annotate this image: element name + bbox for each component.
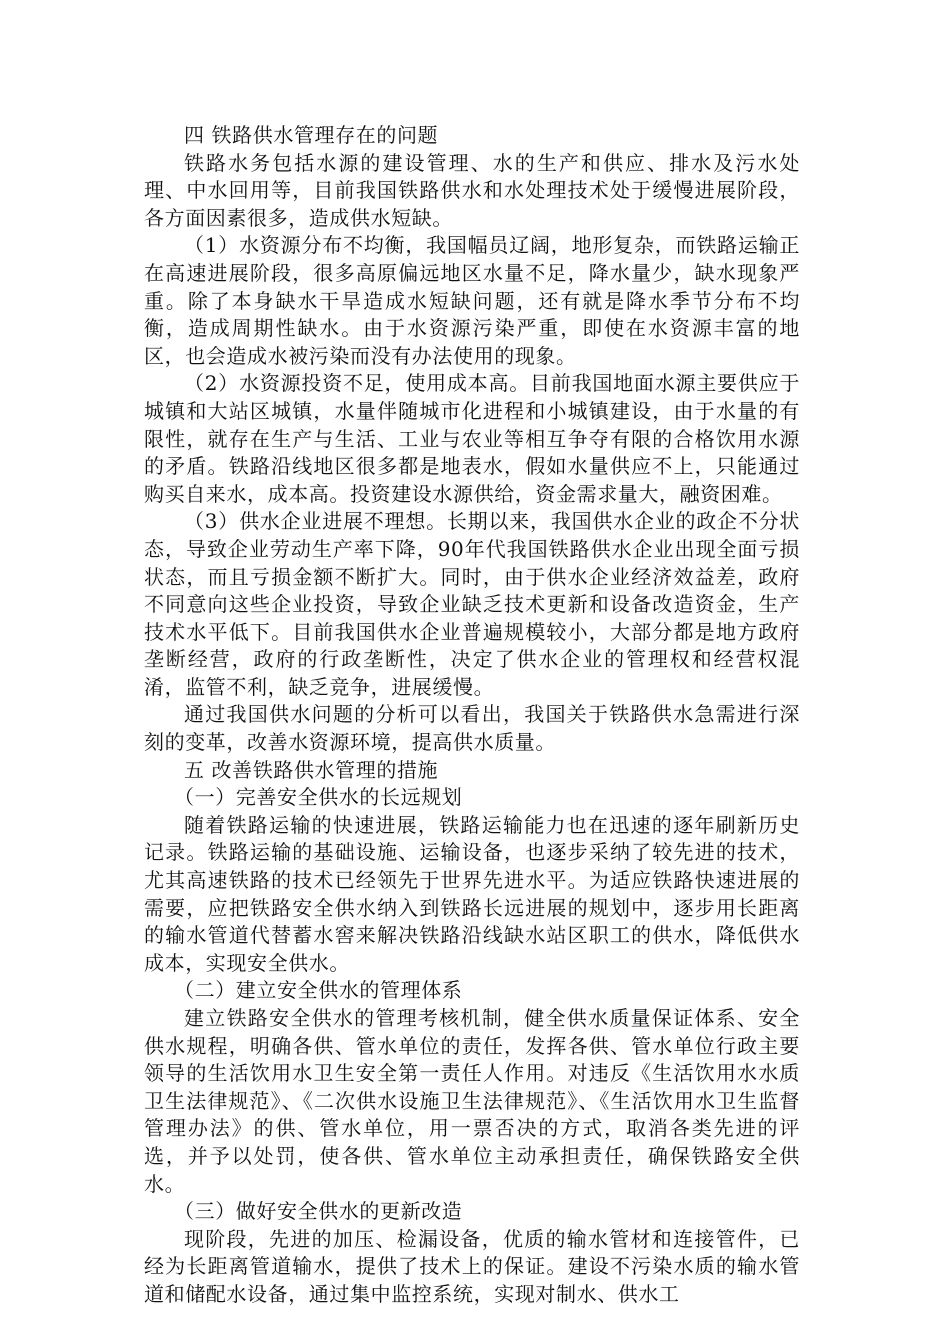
subheading-3: （三）做好安全供水的更新改造 [174,1199,463,1224]
paragraph-plan: 随着铁路运输的快速进展，铁路运输能力也在迅速的逐年刷新历史记录。铁路运输的基础设施、运输设备，也逐步采纳了较先进的技术，尤其高速铁路的技术已经领先于世界先进水平。为适应铁路快速进展的需要，应把铁路安全供水纳入到铁路长远进展的规划中，逐步用长距离的输水管道代替蓄水窖来解决铁路沿线缺水站区职工的供水，降低供水成本，实现安全供水。 [144,812,800,975]
paragraph-renovation: 现阶段，先进的加压、检漏设备，优质的输水管材和连接管件，已经为长距离管道输水，提供了技术上的保证。建设不污染水质的输水管道和储配水设备，通过集中监控系统，实现对制水、供水工 [144,1226,800,1306]
subheading-2: （二）建立安全供水的管理体系 [174,978,463,1003]
list-item-1: （1）水资源分布不均衡，我国幅员辽阔，地形复杂，而铁路运输正在高速进展阶段，很多高原偏远地区水量不足，降水量少，缺水现象严重。除了本身缺水干旱造成水短缺问题，还有就是降水季节分布不均衡，造成周期性缺水。由于水资源污染严重，即使在水资源丰富的地区，也会造成水被污染而没有办法使用的现象。 [144,233,800,368]
list-item-2: （2）水资源投资不足，使用成本高。目前我国地面水源主要供应于城镇和大站区城镇，水量伴随城市化进程和小城镇建设，由于水量的有限性，就存在生产与生活、工业与农业等相互争夺有限的合格饮用水源的矛盾。铁路沿线地区很多都是地表水，假如水量供应不上，只能通过购买自来水，成本高。投资建设水源供给，资金需求量大，融资困难。 [144,371,800,506]
section-heading-5: 五 改善铁路供水管理的措施 [184,757,439,782]
section-heading-4: 四 铁路供水管理存在的问题 [184,123,439,147]
paragraph-summary: 通过我国供水问题的分析可以看出，我国关于铁路供水急需进行深刻的变革，改善水资源环境，提高供水质量。 [144,702,800,755]
paragraph-system: 建立铁路安全供水的管理考核机制，健全供水质量保证体系、安全供水规程，明确各供、管水单位的责任，发挥各供、管水单位行政主要领导的生活饮用水卫生安全第一责任人作用。对违反《生活饮用水水质卫生法律规范》、《二次供水设施卫生法律规范》、《生活饮用水卫生监督管理办法》的供、管水单位，用一票否决的方式，取消各类先进的评选，并予以处罚，使各供、管水单位主动承担责任，确保铁路安全供水。 [144,1006,800,1196]
list-item-3: （3）供水企业进展不理想。长期以来，我国供水企业的政企不分状态，导致企业劳动生产率下降，90年代我国铁路供水企业出现全面亏损状态，而且亏损金额不断扩大。同时，由于供水企业经济效益差，政府不同意向这些企业投资，导致企业缺乏技术更新和设备改造资金，生产技术水平低下。目前我国供水企业普遍规模较小，大部分都是地方政府垄断经营，政府的行政垄断性，决定了供水企业的管理权和经营权混淆，监管不利，缺乏竞争，进展缓慢。 [144,509,800,699]
document-body [144,122,800,1309]
subheading-1: （一）完善安全供水的长远规划 [174,785,463,810]
paragraph-intro: 铁路水务包括水源的建设管理、水的生产和供应、排水及污水处理、中水回用等，目前我国铁路供水和水处理技术处于缓慢进展阶段，各方面因素很多，造成供水短缺。 [144,150,800,230]
